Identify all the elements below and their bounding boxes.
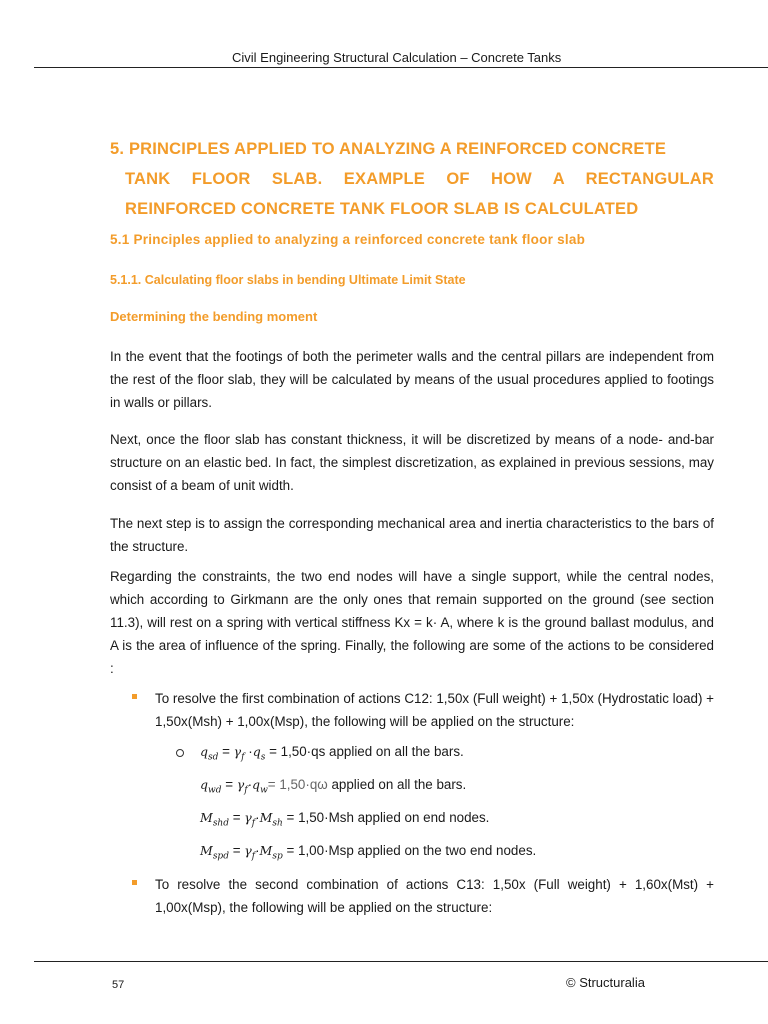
formula-lhs: $M_{shd}$	[200, 810, 229, 829]
header-rule	[34, 67, 768, 68]
footer-brand: © Structuralia	[566, 975, 645, 990]
section-heading-line-3: REINFORCED CONCRETE TANK FLOOR SLAB IS CALCULATED	[125, 200, 639, 218]
bullet-item: To resolve the second combination of actions C13: 1,50x (Full weight) + 1,60x(Mst) + 1,00x(Msp), the following will be applied on the structure:	[155, 877, 714, 915]
square-bullet-icon	[132, 880, 137, 885]
formula-gamma: $\gamma_f$	[244, 843, 256, 862]
paragraph: In the event that the footings of both the perimeter walls and the central pillars are independent from the rest of the floor slab, they will be calculated by means of the usual procedures applied to footings in walls or pillars.	[110, 349, 714, 410]
formula-line: $M_{shd} = \gamma_f\cdot M_{sh} = 1,50\cdot Msh$ applied on end nodes.	[200, 810, 490, 829]
formula-var: $M_{sh}$	[259, 810, 283, 829]
topic-heading: Determining the bending moment	[110, 309, 318, 324]
formula-lhs: $q_{sd}$	[200, 744, 219, 763]
running-header: Civil Engineering Structural Calculation – Concrete Tanks	[232, 50, 562, 65]
formula-line: $q_{sd} = \gamma_f \cdot q_s = 1,50\cdot qs$ applied on all the bars.	[200, 744, 464, 763]
formula-var: $M_{sp}$	[259, 843, 283, 862]
footer-rule	[34, 961, 768, 962]
page-number: 57	[112, 979, 125, 991]
formula-rhs-gray: = 1,50·qω	[267, 777, 328, 792]
paragraph: The next step is to assign the corresponding mechanical area and inertia characteristics to the bars of the structure.	[110, 516, 714, 554]
formula-line: $q_{wd} = \gamma_f\cdot q_w= 1,50\cdot q\omega$ applied on all the bars.	[200, 777, 467, 796]
formula-var: $q_w$	[252, 777, 268, 796]
square-bullet-icon	[132, 694, 137, 699]
paragraph: Regarding the constraints, the two end nodes will have a single support, while the central nodes, which according to Girkmann are the only ones that remain supported on the ground (see section 11.3), will rest on a spring with vertical stiffness Kx = k· A, where k is the ground ballast modulus, and A is the area of influence of the spring. Finally, the following are some of the actions to be considered :	[110, 569, 714, 676]
formula-var: $q_s$	[252, 744, 266, 763]
formula-gamma: $\gamma_f$	[244, 810, 256, 829]
formula-lhs: $q_{wd}$	[200, 777, 222, 796]
section-heading-line-2: TANK FLOOR SLAB. EXAMPLE OF HOW A RECTANGULAR	[125, 170, 714, 188]
formula-rhs: = 1,00·Msp applied on the two end nodes.	[286, 843, 537, 858]
section-heading	[110, 134, 714, 224]
formula-lhs: $M_{spd}$	[200, 843, 229, 862]
bullet-item: To resolve the first combination of actions C12: 1,50x (Full weight) + 1,50x (Hydrostatic load) + 1,50x(Msh) + 1,00x(Msp), the following will be applied on the structure:	[155, 691, 714, 729]
formula-rhs: applied on all the bars.	[327, 777, 467, 792]
formula-line: $M_{spd} = \gamma_f\cdot M_{sp} = 1,00\cdot Msp$ applied on the two end nodes.	[200, 843, 537, 862]
circle-bullet-icon	[176, 749, 184, 757]
formula-gamma: $\gamma_f$	[236, 777, 248, 796]
formula-rhs: = 1,50·qs applied on all the bars.	[269, 744, 464, 759]
section-heading-line-1: 5. PRINCIPLES APPLIED TO ANALYZING A REINFORCED CONCRETE	[110, 140, 667, 158]
formula-rhs: = 1,50·Msh applied on end nodes.	[286, 810, 490, 825]
subsection-heading: 5.1 Principles applied to analyzing a reinforced concrete tank floor slab	[110, 232, 586, 247]
formula-gamma: $\gamma_f$	[233, 744, 245, 763]
paragraph: Next, once the floor slab has constant thickness, it will be discretized by means of a node- and-bar structure on an elastic bed. In fact, the simplest discretization, as explained in previous sessions, may consist of a beam of unit width.	[110, 432, 714, 493]
subsubsection-heading: 5.1.1. Calculating floor slabs in bending Ultimate Limit State	[110, 273, 466, 287]
